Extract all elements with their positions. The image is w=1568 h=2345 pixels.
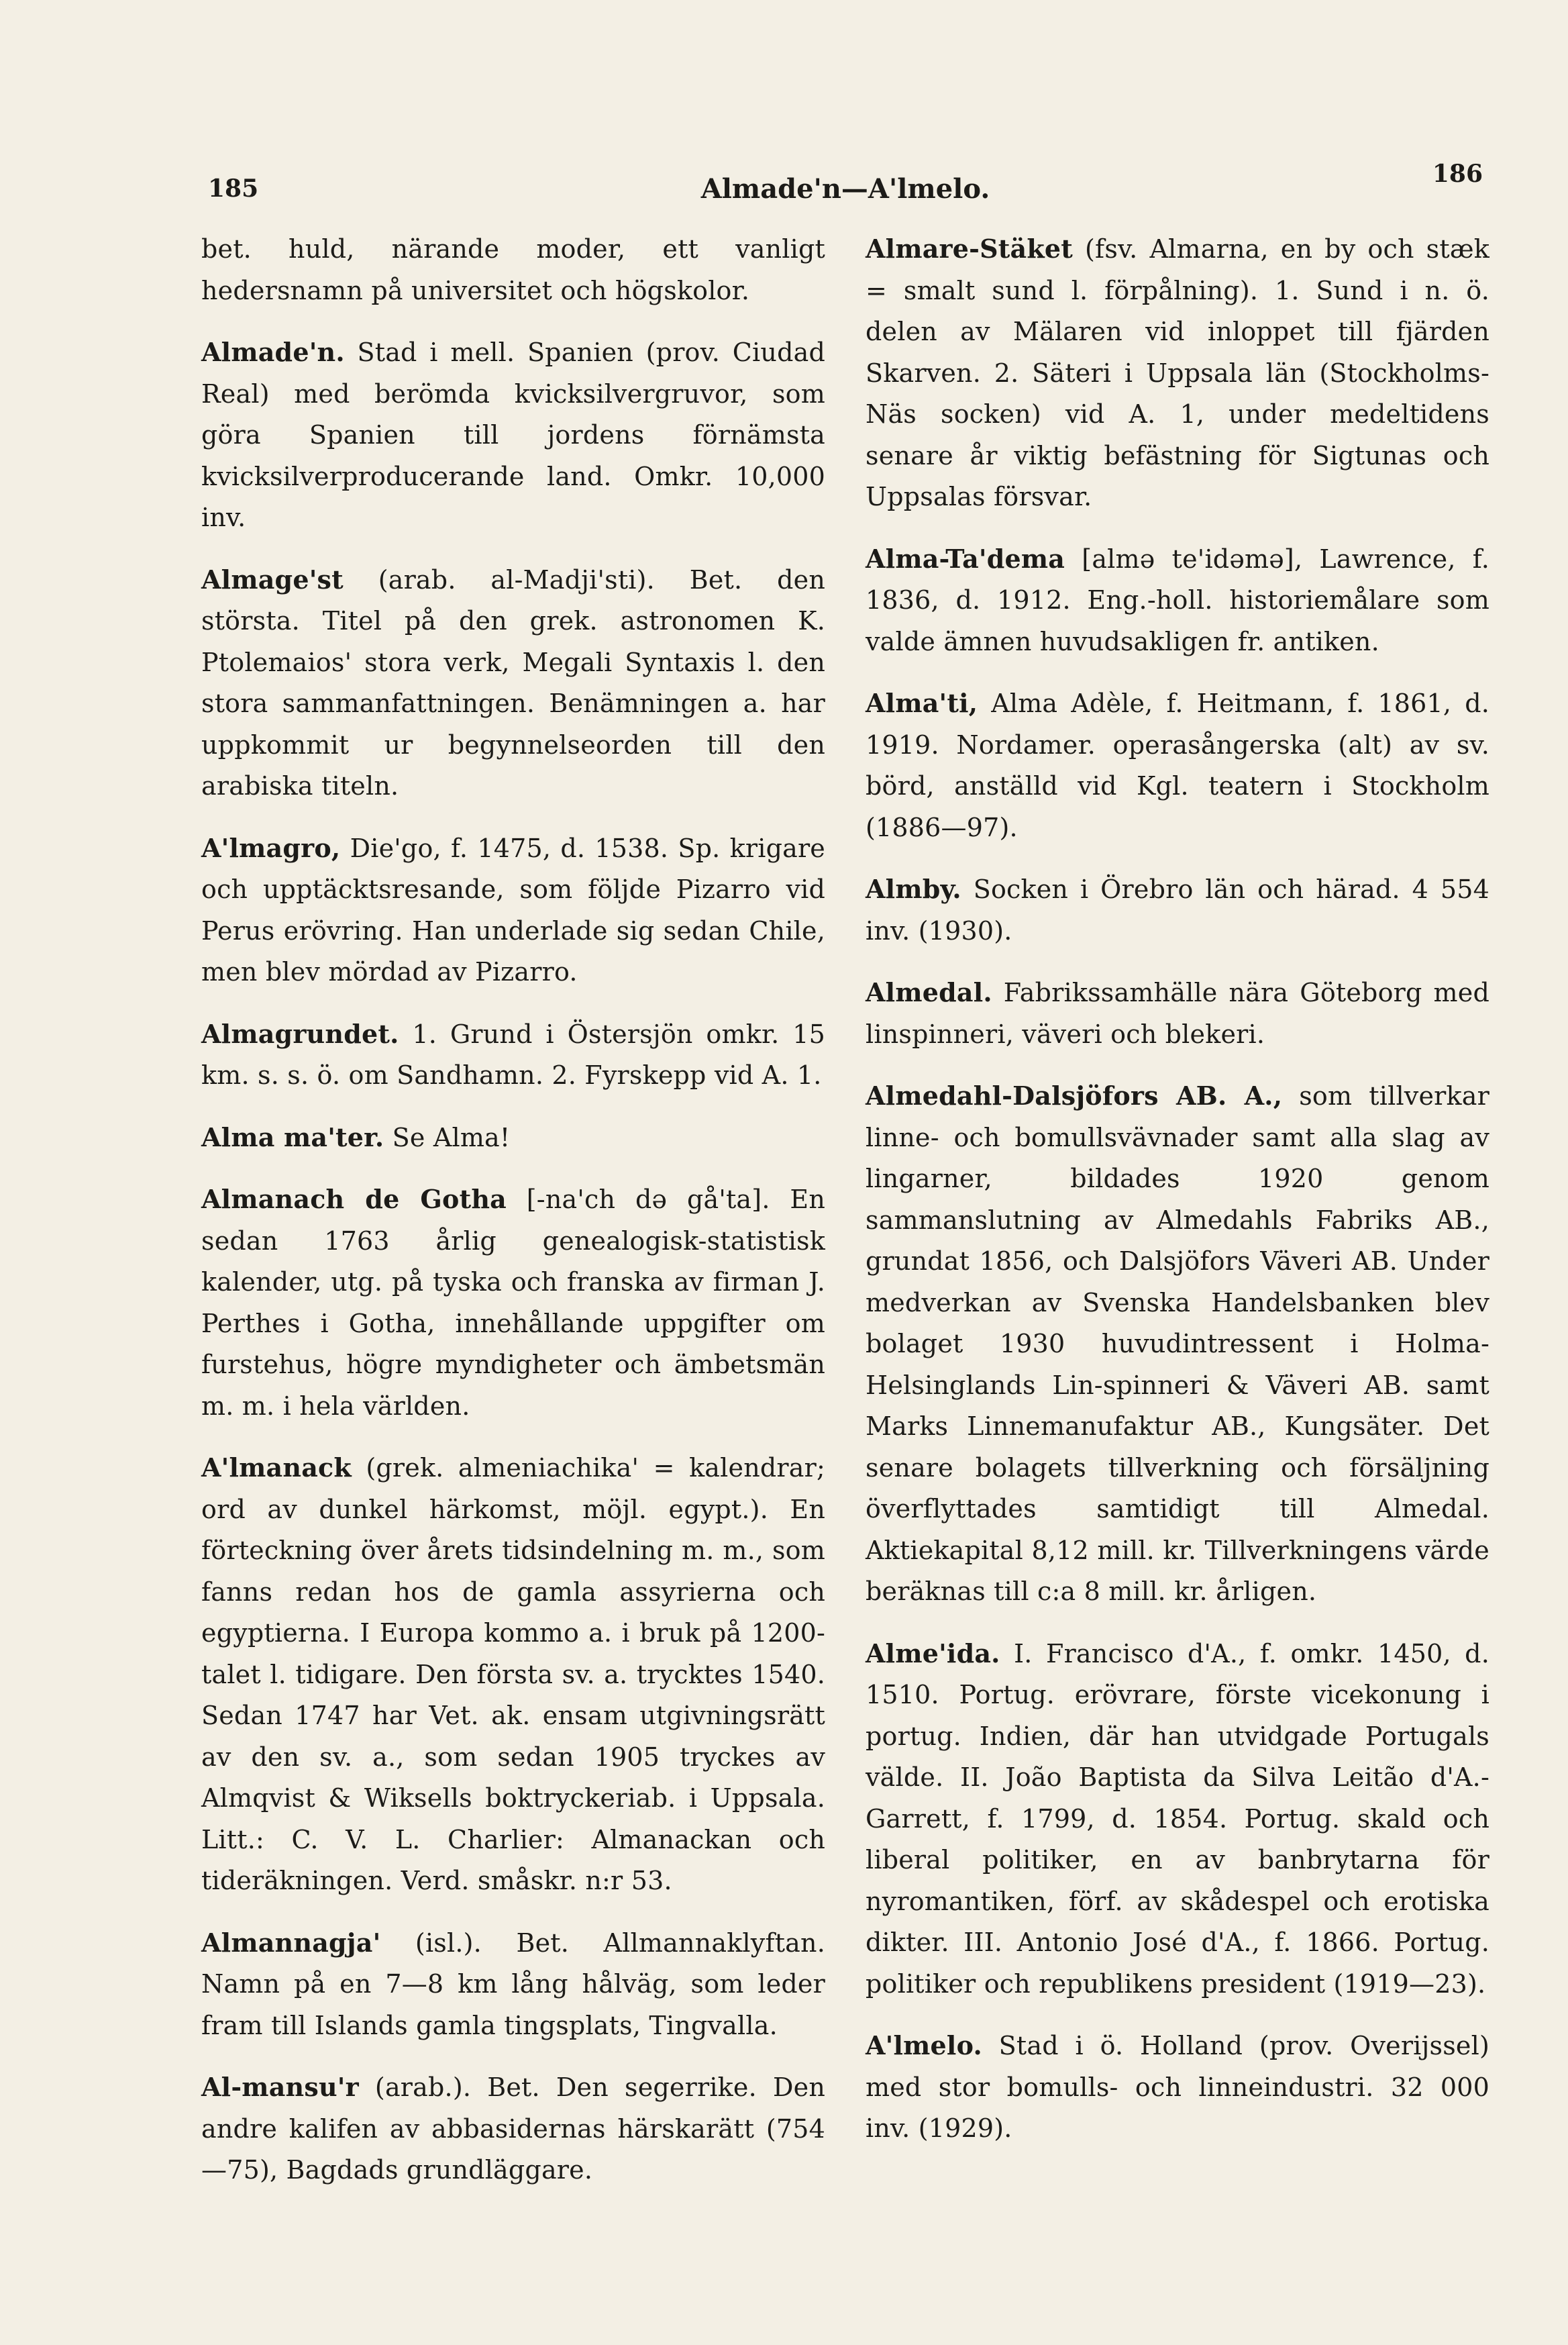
entry (866, 2025, 1489, 2150)
entry-text: Socken i Örebro län och härad. 4 554 inv. (1930). (866, 875, 1489, 946)
entry-text: Stad i ö. Holland (prov. Overijssel) med stor bomulls- och linneindustri. 32 000 inv. (1929). (866, 2031, 1489, 2143)
entry-text: Stad i mell. Spanien (prov. Ciudad Real) med berömda kvicksilvergruvor, som göra Spanien till jordens förnämsta kvicksilverproducerande land. Omkr. 10,000 inv. (201, 338, 825, 532)
entry (201, 2066, 825, 2191)
headword: Almby. (866, 874, 961, 904)
page-header (201, 160, 1489, 213)
right-column (866, 228, 1489, 2170)
headword: Almannagja' (201, 1927, 381, 1958)
entry-text: [almə te'idəmə], Lawrence, f. 1836, d. 1912. Eng.-holl. historiemålare som valde ämnen huvudsakligen fr. antiken. (866, 544, 1489, 656)
entry (201, 332, 825, 539)
entry-text: (fsv. Almarna, en by och stæk = smalt sund l. förpålning). 1. Sund i n. ö. delen av Mälaren vid inloppet till fjärden Skarven. 2. Säteri i Uppsala län (Stockholms-Näs socken) vid A. 1, under medeltidens senare år viktig befästning för Sigtunas och Uppsalas försvar. (866, 234, 1489, 511)
left-column (201, 228, 825, 2211)
entry (866, 972, 1489, 1055)
headword: A'lmanack (201, 1452, 352, 1483)
entry-text: (arab. al-Madji'sti). Bet. den största. Titel på den grek. astronomen K. Ptolemaios' stora verk, Megali Syntaxis l. den stora sammanfattningen. Benämningen a. har uppkommit ur begynnelseorden till den arabiska titeln. (201, 564, 825, 801)
entry-text: (arab.). Bet. Den segerrike. Den andre kalifen av abbasidernas härskarätt (754—75), Bagdads grundläggare. (201, 2073, 825, 2185)
headword: Almare-Stäket (866, 234, 1073, 264)
entry (201, 559, 825, 807)
entry (201, 1013, 825, 1097)
entry-text: som tillverkar linne- och bomullsvävnader samt alla slag av lingarner, bildades 1920 genom sammanslutning av Almedahls Fabriks AB., grundat 1856, och Dalsjöfors Väveri AB. Under medverkan av Svenska Handelsbanken blev bolaget 1930 huvudintressent i Holma-Helsinglands Lin-spinneri & Väveri AB. samt Marks Linnemanufaktur AB., Kungsäter. Det senare bolagets tillverkning och försäljning överflyttades samtidigt till Almedal. Aktiekapital 8,12 mill. kr. Tillverkningens värde beräknas till c:a 8 mill. kr. årligen. (866, 1081, 1489, 1606)
page-number-right: 186 (1432, 160, 1483, 188)
entry-text: 1. Grund i Östersjön omkr. 15 km. s. s. ö. om Sandhamn. 2. Fyrskepp vid A. 1. (201, 1019, 825, 1090)
headword: Almanach de Gotha (201, 1184, 507, 1214)
headword: Almagrundet. (201, 1018, 399, 1049)
entry-text: Fabrikssamhälle nära Göteborg med linspinneri, väveri och blekeri. (866, 978, 1489, 1049)
entry (866, 538, 1489, 663)
headword: Alma'ti, (866, 688, 978, 718)
entry-text: Alma Adèle, f. Heitmann, f. 1861, d. 1919. Nordamer. operasångerska (alt) av sv. börd, anställd vid Kgl. teatern i Stockholm (1886—97). (866, 689, 1489, 842)
entry (866, 1075, 1489, 1613)
entry-text: [-na'ch də gå'ta]. En sedan 1763 årlig genealogisk-statistisk kalender, utg. på tyska och franska av firman J. Perthes i Gotha, innehållande uppgifter om furstehus, högre myndigheter och ämbetsmän m. m. i hela världen. (201, 1185, 825, 1421)
entry (866, 228, 1489, 518)
entry-text: I. Francisco d'A., f. omkr. 1450, d. 1510. Portug. erövrare, förste vicekonung i portug. Indien, där han utvidgade Portugals välde. II. João Baptista da Silva Leitão d'A.-Garrett, f. 1799, d. 1854. Portug. skald och liberal politiker, en av banbrytarna för nyromantiken, förf. av skådespel och erotiska dikter. III. Antonio José d'A., f. 1866. Portug. politiker och republikens president (1919—23). (866, 1638, 1489, 1999)
entry-text: Die'go, f. 1475, d. 1538. Sp. krigare och upptäcktsresande, som följde Pizarro vid Perus erövring. Han underlade sig sedan Chile, men blev mördad av Pizarro. (201, 833, 825, 987)
entry (201, 1179, 825, 1427)
entry-text: (isl.). Bet. Allmannaklyftan. Namn på en 7—8 km lång hålväg, som leder fram till Islands gamla tingsplats, Tingvalla. (201, 1928, 825, 2040)
entry (866, 1633, 1489, 2005)
headword: Alma ma'ter. (201, 1121, 384, 1152)
headword: A'lmagro, (201, 832, 341, 863)
headword: Almedahl-Dalsjöfors AB. A., (866, 1081, 1283, 1111)
entry (866, 868, 1489, 952)
headword: Alma-Ta'dema (866, 543, 1065, 574)
entry (201, 1922, 825, 2047)
entry (201, 828, 825, 993)
headword: Alme'ida. (866, 1638, 1000, 1668)
page-number-left: 185 (208, 174, 259, 203)
headword: Almage'st (201, 564, 344, 595)
running-head: Almade'n—A'lmelo. (700, 173, 990, 205)
entry-text: (grek. almeniachika' = kalendrar; ord av dunkel härkomst, möjl. egypt.). En förteckning över årets tidsindelning m. m., som fanns redan hos de gamla assyrierna och egyptierna. I Europa kommo a. i bruk på 1200-talet l. tidigare. Den första sv. a. trycktes 1540. Sedan 1747 har Vet. ak. ensam utgivningsrätt av den sv. a., som sedan 1905 tryckes av Almqvist & Wiksells boktryckeriab. i Uppsala. Litt.: C. V. L. Charlier: Almanackan och tideräkningen. Verd. småskr. n:r 53. (201, 1453, 825, 1895)
entry (201, 228, 825, 311)
entry (866, 683, 1489, 848)
entry (201, 1447, 825, 1902)
entry (201, 1117, 825, 1159)
entry-text: bet. huld, närande moder, ett vanligt hedersnamn på universitet och högskolor. (201, 234, 825, 305)
headword: Al-mansu'r (201, 2072, 359, 2102)
headword: Almade'n. (201, 337, 345, 367)
headword: A'lmelo. (866, 2030, 982, 2060)
entry-text: Se Alma! (384, 1122, 511, 1152)
headword: Almedal. (866, 977, 992, 1007)
